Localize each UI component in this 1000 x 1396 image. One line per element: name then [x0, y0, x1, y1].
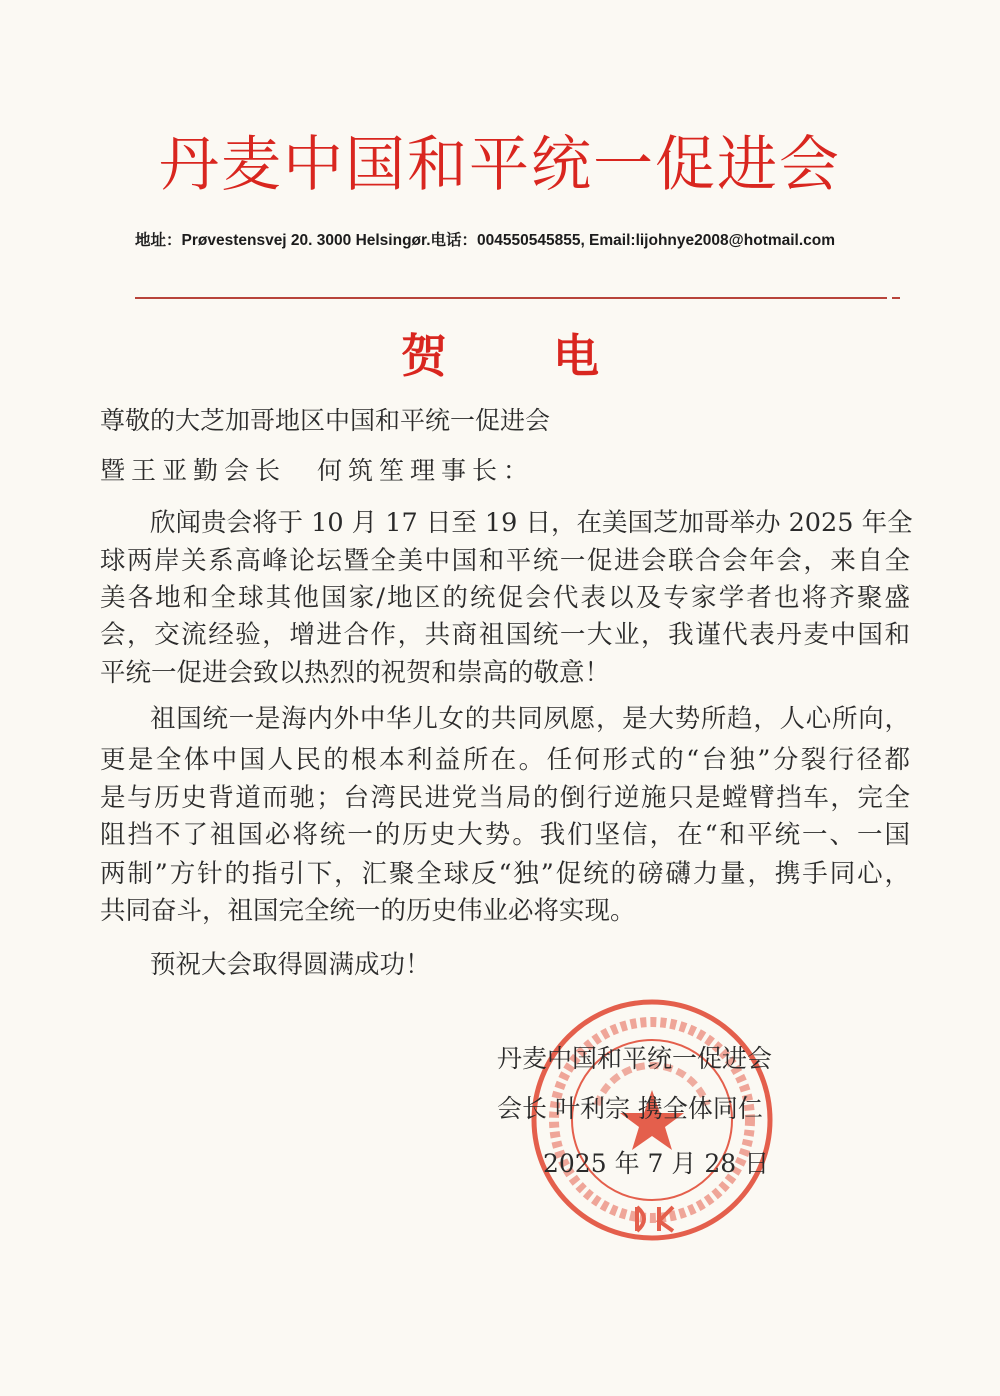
body-line: 两制”方针的指引下，汇聚全球反“独”促统的磅礴力量，携手同心，	[100, 859, 910, 889]
body-line: 阻挡不了祖国必将统一的历史大势。我们坚信，在“和平统一、一国	[100, 820, 910, 850]
document-heading: 贺 电	[400, 329, 599, 383]
header-divider	[135, 297, 887, 299]
body-line: 球两岸关系高峰论坛暨全美中国和平统一促进会联合会年会，来自全	[100, 546, 910, 576]
body-line: 祖国统一是海内外中华儿女的共同夙愿，是大势所趋，人心所向，	[150, 704, 910, 734]
body-line: 会，交流经验，增进合作，共商祖国统一大业，我谨代表丹麦中国和	[100, 620, 910, 650]
signature-date: 2025 年 7 月 28 日	[543, 1149, 770, 1178]
body-line: 是与历史背道而驰；台湾民进党当局的倒行逆施只是螳臂挡车，完全	[100, 783, 910, 813]
body-line: 更是全体中国人民的根本利益所在。任何形式的“台独”分裂行径都	[100, 745, 910, 775]
body-line: 平统一促进会致以热烈的祝贺和崇高的敬意！	[100, 658, 611, 688]
salutation-line: 尊敬的大芝加哥地区中国和平统一促进会	[100, 406, 551, 435]
signature-signer: 会长 叶利宗 携全体同仁	[497, 1094, 763, 1123]
letterhead-title: 丹麦中国和平统一促进会	[159, 130, 841, 200]
body-line: 共同奋斗，祖国完全统一的历史伟业必将实现。	[100, 896, 636, 926]
body-line: 欣闻贵会将于 10 月 17 日至 19 日，在美国芝加哥举办 2025 年全	[150, 508, 913, 538]
signature-organization: 丹麦中国和平统一促进会	[497, 1044, 773, 1073]
letterhead-address: 地址：Prøvestensvej 20. 3000 Helsingør.电话：004550545855, Email:lijohnye2008@hotmail.com	[135, 232, 836, 249]
body-line: 美各地和全球其他国家/地区的统促会代表以及专家学者也将齐聚盛	[100, 583, 910, 613]
header-divider-end	[892, 297, 900, 299]
salutation-line: 暨王亚勤会长 何筑笙理事长：	[100, 456, 535, 485]
body-line: 预祝大会取得圆满成功！	[150, 950, 431, 980]
